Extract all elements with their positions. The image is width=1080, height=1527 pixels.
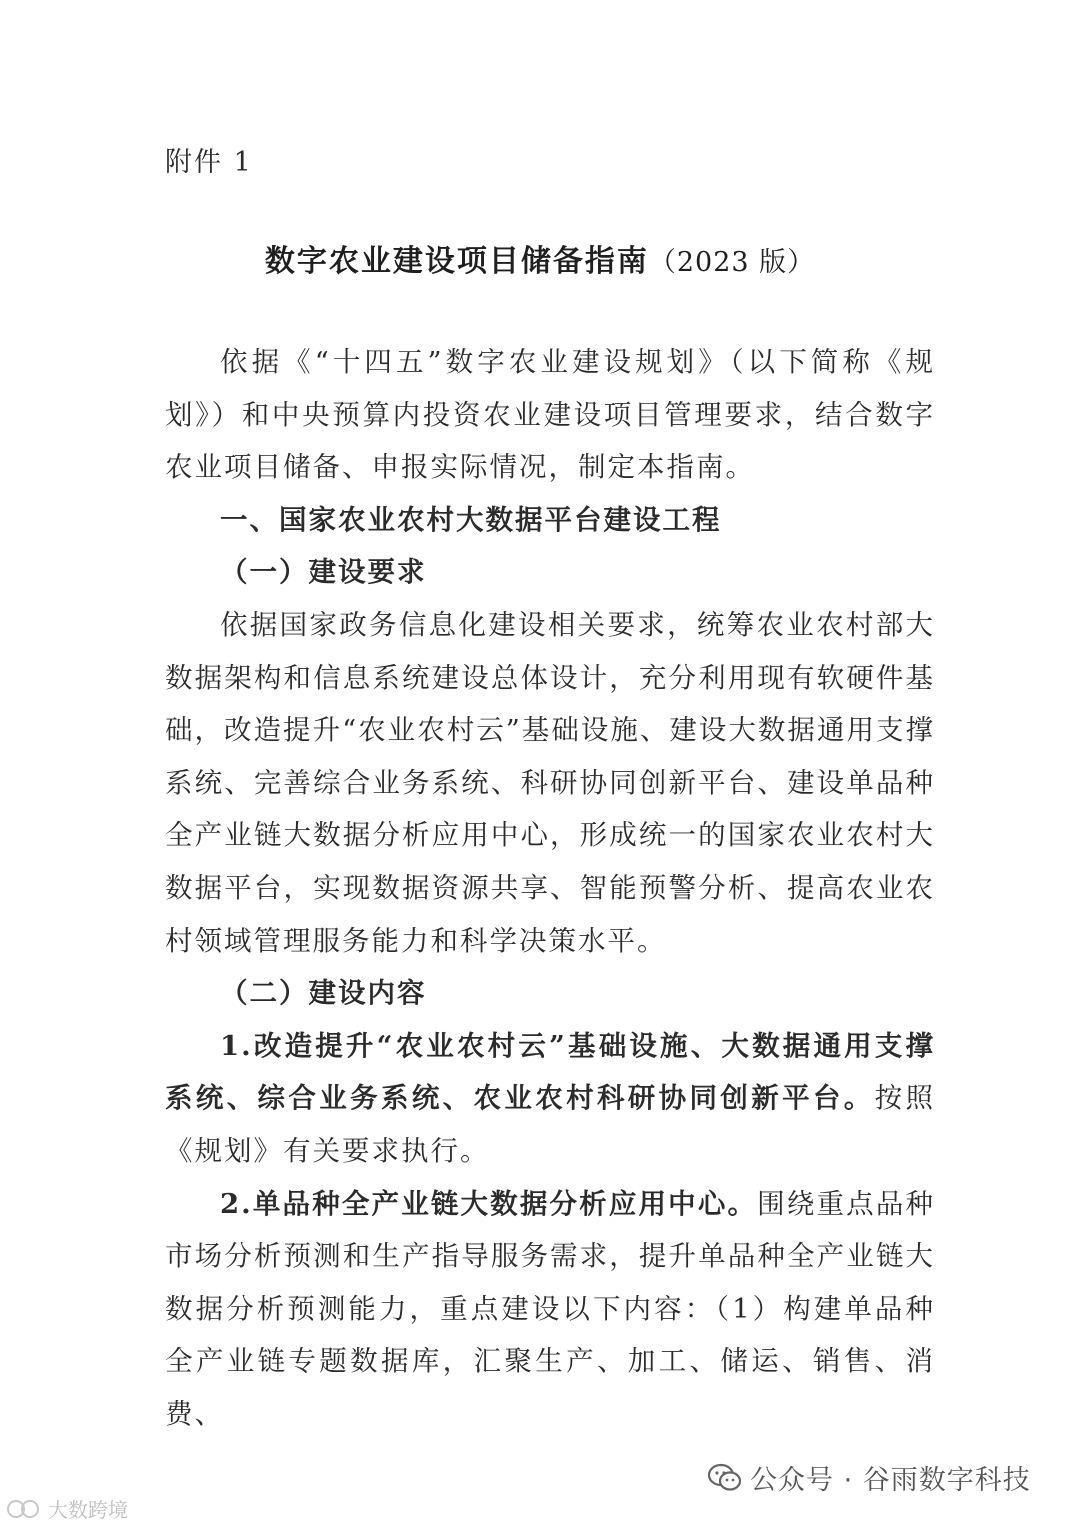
requirements-paragraph: 依据国家政务信息化建设相关要求，统筹农业农村部大数据架构和信息系统建设总体设计，充分利用现有软硬件基础，改造提升“农业农村云”基础设施、建设大数据通用支撑系统、完善综合业务系统、科研协同创新平台、建设单品种全产业链大数据分析应用中心，形成统一的国家农业农村大数据平台，实现数据资源共享、智能预警分析、提高农业农村领域管理服务能力和科学决策水平。 — [165, 608, 935, 957]
content-item-1 — [165, 1020, 935, 1178]
document-title — [0, 236, 1080, 280]
subsection-heading-requirements: （一）建设要求 — [220, 556, 427, 589]
source-watermark — [6, 1494, 128, 1523]
subsection-heading-content: （二）建设内容 — [220, 977, 427, 1010]
attachment-label: 附件 1 — [165, 147, 253, 178]
title-edition: （2023 版） — [648, 247, 816, 278]
wechat-account-text: 公众号 · 谷雨数字科技 — [750, 1465, 1031, 1496]
section-heading: 一、国家农业农村大数据平台建设工程 — [220, 503, 722, 536]
content-item-2 — [165, 1178, 935, 1441]
item-1-text: 按照《规划》有关要求执行。 — [165, 1082, 936, 1167]
wechat-icon — [708, 1463, 742, 1493]
wechat-watermark — [708, 1458, 1031, 1497]
intro-paragraph: 依据《“十四五”数字农业建设规划》（以下简称《规划》）和中央预算内投资农业建设项目管理要求，结合数字农业项目储备、申报实际情况，制定本指南。 — [165, 346, 935, 484]
title-main: 数字农业建设项目储备指南 — [264, 244, 649, 279]
item-2-text: 围绕重点品种市场分析预测和生产指导服务需求，提升单品种全产业链大数据分析预测能力，重点建设以下内容：（1）构建单品种全产业链专题数据库，汇聚生产、加工、储运、销售、消费、 — [165, 1187, 935, 1430]
item-1-lead: 1.改造提升“农业农村云”基础设施、大数据通用支撑系统、综合业务系统、农业农村科研协同创新平台。 — [165, 1029, 935, 1115]
document-body — [165, 336, 935, 1440]
source-text: 大数跨境 — [48, 1498, 128, 1522]
source-logo-icon — [6, 1497, 44, 1521]
item-2-lead: 2.单品种全产业链大数据分析应用中心。 — [220, 1187, 758, 1220]
